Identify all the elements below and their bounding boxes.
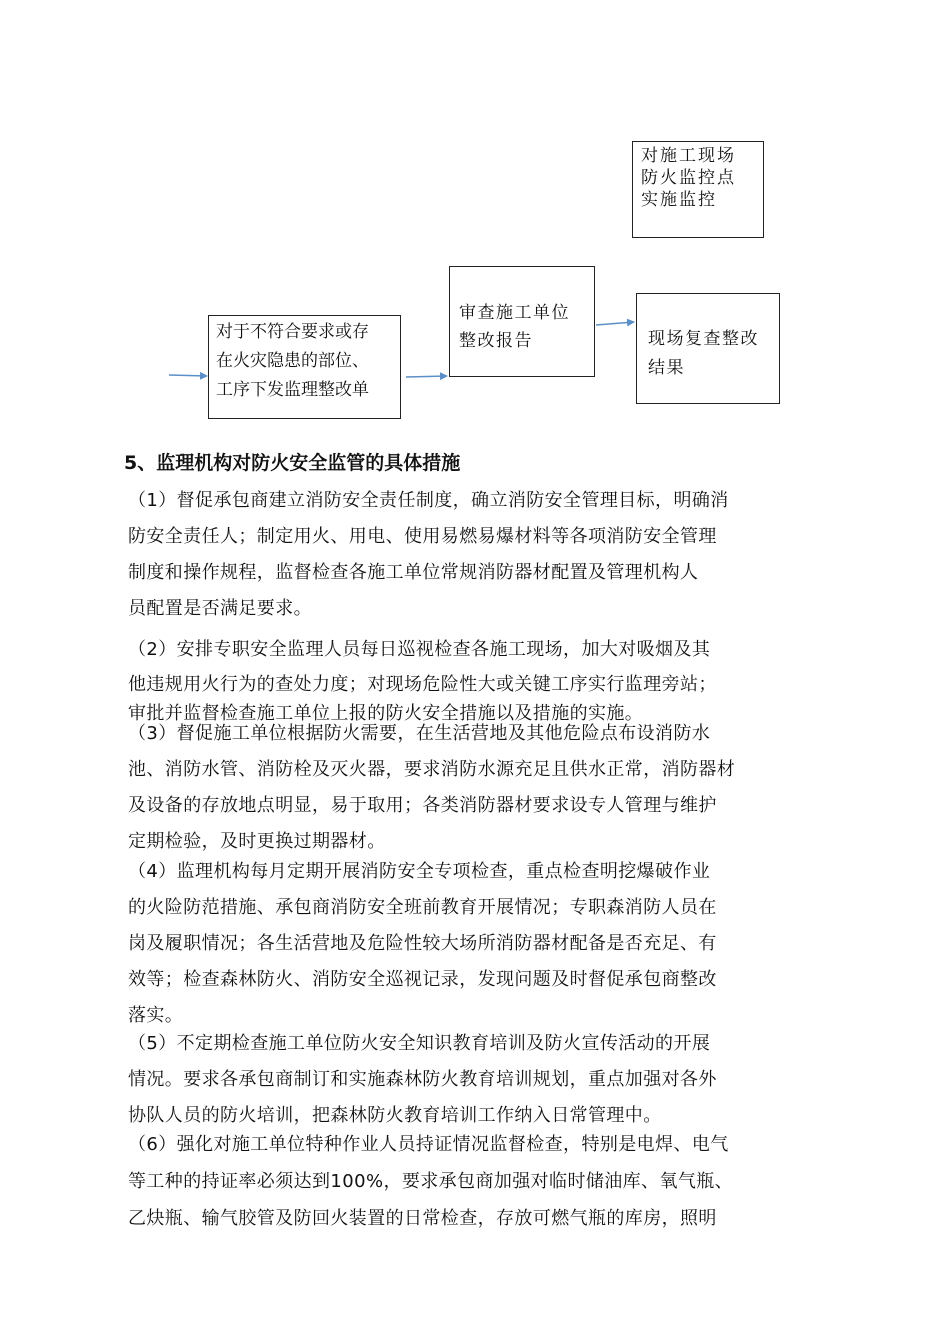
- paragraph-line: 审批并监督检查施工单位上报的防火安全措施以及措施的实施。: [128, 703, 644, 724]
- flow-box-line: 结果: [648, 358, 685, 378]
- paragraph-line: （1）督促承包商建立消防安全责任制度，确立消防安全管理目标，明确消: [128, 490, 729, 511]
- paragraph-3: [128, 716, 838, 860]
- paragraph-line: （2）安排专职安全监理人员每日巡视检查各施工现场，加大对吸烟及其: [128, 639, 711, 660]
- flow-box-line: 审查施工单位: [459, 303, 570, 323]
- paragraph-4: [128, 854, 838, 1034]
- paragraph-line: （5）不定期检查施工单位防火安全知识教育培训及防火宣传活动的开展: [128, 1033, 711, 1054]
- paragraph-line: 制度和操作规程，监督检查各施工单位常规消防器材配置及管理机构人: [128, 562, 699, 583]
- arrow-into-order: [169, 375, 207, 376]
- paragraph-line: 员配置是否满足要求。: [128, 598, 312, 619]
- paragraph-line: 乙炔瓶、输气胶管及防回火装置的日常检查，存放可燃气瓶的库房，照明: [128, 1208, 717, 1229]
- paragraph-line: 定期检验，及时更换过期器材。: [128, 831, 386, 852]
- section-heading: 5、监理机构对防火安全监管的具体措施: [124, 452, 461, 474]
- paragraph-line: 的火险防范措施、承包商消防安全班前教育开展情况；专职森消防人员在: [128, 897, 717, 918]
- paragraph-line: （6）强化对施工单位特种作业人员持证情况监督检查，特别是电焊、电气: [128, 1134, 729, 1155]
- paragraph-line: （3）督促施工单位根据防火需要，在生活营地及其他危险点布设消防水: [128, 723, 711, 744]
- paragraph-line: （4）监理机构每月定期开展消防安全专项检查，重点检查明挖爆破作业: [128, 861, 711, 882]
- flow-box-line: 整改报告: [459, 331, 533, 351]
- paragraph-line: 防安全责任人；制定用火、用电、使用易燃易爆材料等各项消防安全管理: [128, 526, 717, 547]
- paragraph-line: 池、消防水管、消防栓及灭火器，要求消防水源充足且供水正常，消防器材: [128, 759, 736, 780]
- arrow-order-to-review: [406, 376, 447, 377]
- flow-box-line: 防火监控点: [641, 168, 736, 188]
- flow-box-line: 实施监控: [641, 190, 717, 210]
- paragraph-1: [128, 483, 838, 627]
- paragraph-line: 岗及履职情况；各生活营地及危险性较大场所消防器材配备是否充足、有: [128, 933, 717, 954]
- arrow-review-to-result: [596, 322, 634, 325]
- paragraph-line: 及设备的存放地点明显，易于取用；各类消防器材要求设专人管理与维护: [128, 795, 717, 816]
- paragraph-line: 协队人员的防火培训，把森林防火教育培训工作纳入日常管理中。: [128, 1105, 662, 1126]
- flow-arrows: [0, 0, 950, 450]
- flow-box-line: 在火灾隐患的部位、: [216, 351, 369, 371]
- flow-box-line: 现场复查整改: [648, 329, 759, 349]
- paragraph-6: [128, 1126, 838, 1237]
- paragraph-line: 他违规用火行为的查处力度；对现场危险性大或关键工序实行监理旁站；: [128, 674, 717, 695]
- flow-box-line: 工序下发监理整改单: [216, 380, 369, 400]
- paragraph-line: 情况。要求各承包商制订和实施森林防火教育培训规划，重点加强对各外: [128, 1069, 717, 1090]
- flow-box-line: 对施工现场: [641, 146, 736, 166]
- paragraph-line: 落实。: [128, 1005, 184, 1026]
- paragraph-5: [128, 1026, 838, 1134]
- paragraph-line: 等工种的持证率必须达到100%，要求承包商加强对临时储油库、氧气瓶、: [128, 1171, 734, 1192]
- paragraph-line: 效等；检查森林防火、消防安全巡视记录，发现问题及时督促承包商整改: [128, 969, 717, 990]
- flow-box-line: 对于不符合要求或存: [216, 322, 369, 342]
